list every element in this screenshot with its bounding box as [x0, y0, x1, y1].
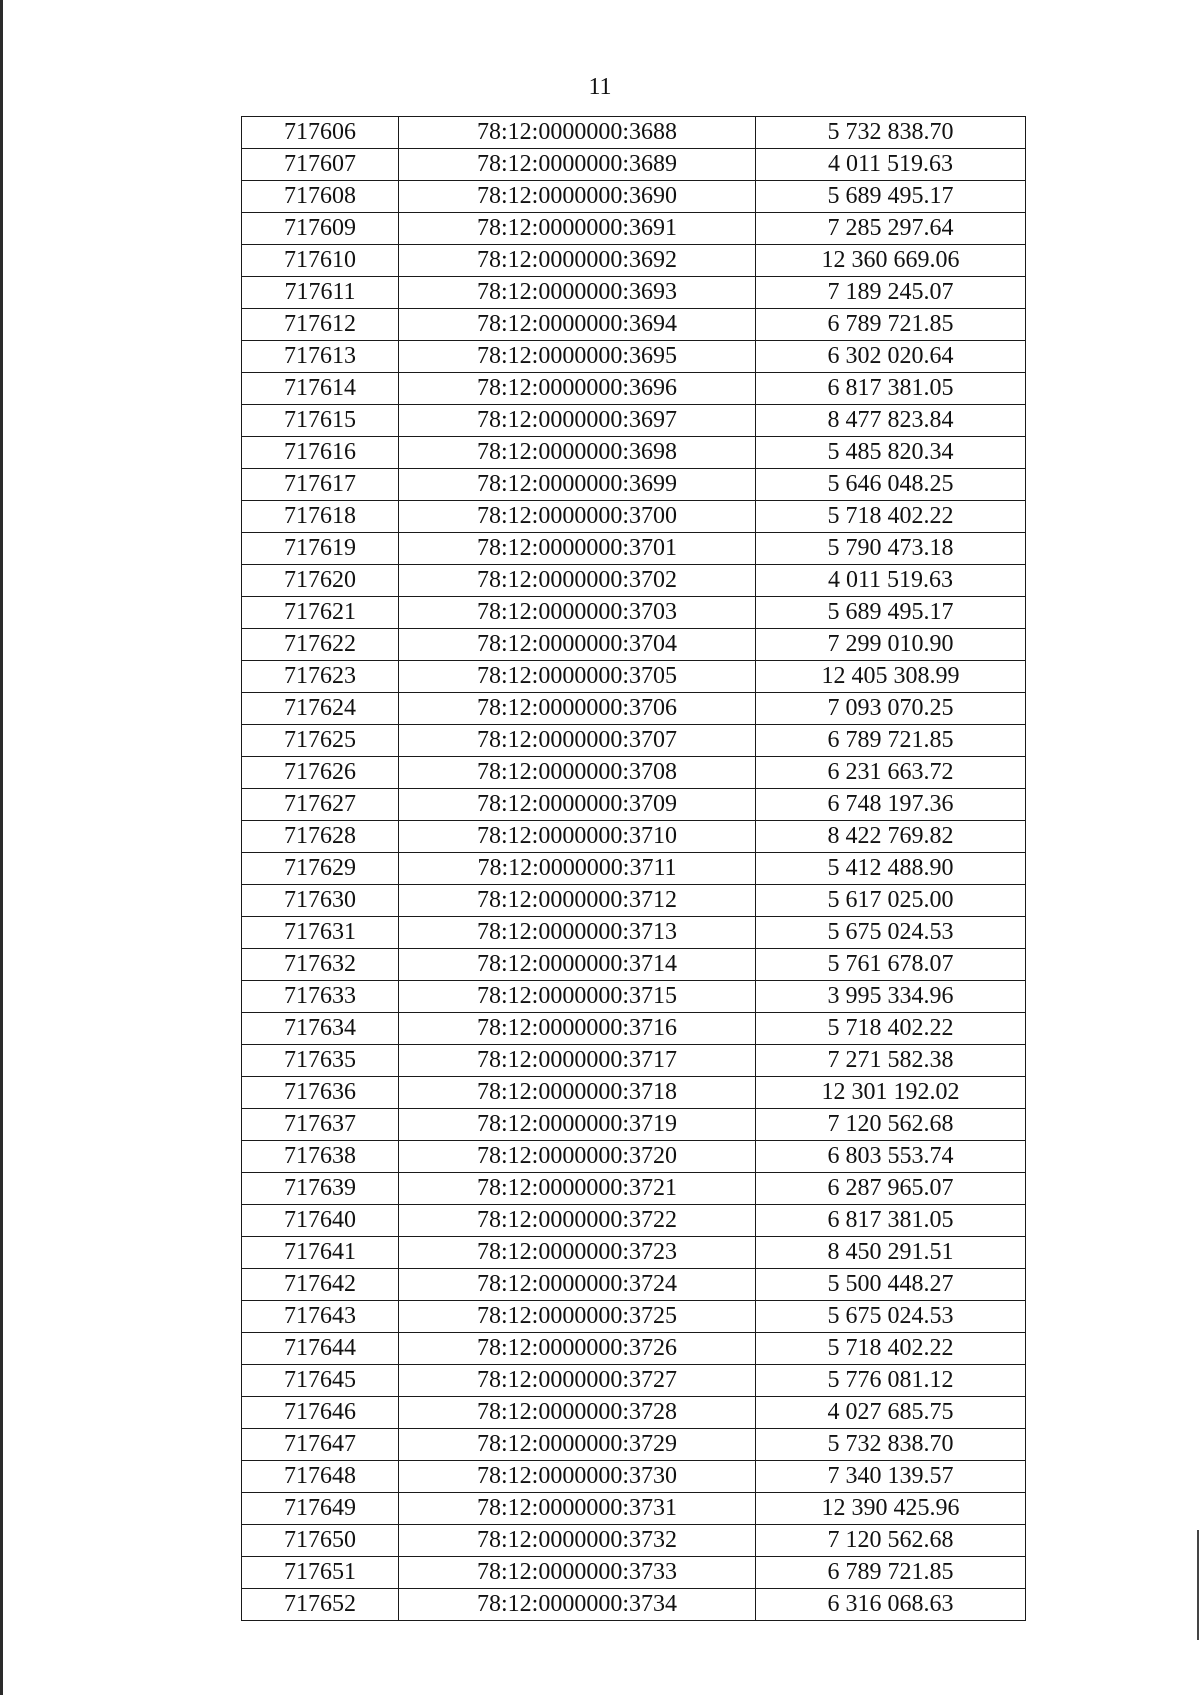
cadastral-number-cell: 78:12:0000000:3723 [399, 1237, 756, 1269]
table-row [242, 1141, 1026, 1173]
cadastral-number-cell: 78:12:0000000:3688 [399, 117, 756, 149]
cadastral-value-cell: 5 761 678.07 [756, 949, 1026, 981]
row-number-cell: 717617 [242, 469, 399, 501]
table-body [242, 117, 1026, 1621]
cadastral-number-cell: 78:12:0000000:3729 [399, 1429, 756, 1461]
row-number-cell: 717606 [242, 117, 399, 149]
cadastral-value-cell: 8 477 823.84 [756, 405, 1026, 437]
row-number-cell: 717612 [242, 309, 399, 341]
row-number-cell: 717628 [242, 821, 399, 853]
cadastral-number-cell: 78:12:0000000:3696 [399, 373, 756, 405]
row-number-cell: 717638 [242, 1141, 399, 1173]
table-row [242, 245, 1026, 277]
cadastral-value-cell: 5 485 820.34 [756, 437, 1026, 469]
scan-edge-right [1197, 1530, 1199, 1640]
table-row [242, 1173, 1026, 1205]
row-number-cell: 717614 [242, 373, 399, 405]
table-row [242, 1205, 1026, 1237]
cadastral-value-cell: 6 817 381.05 [756, 1205, 1026, 1237]
row-number-cell: 717627 [242, 789, 399, 821]
table-row [242, 981, 1026, 1013]
row-number-cell: 717620 [242, 565, 399, 597]
cadastral-value-cell: 5 790 473.18 [756, 533, 1026, 565]
cadastral-number-cell: 78:12:0000000:3695 [399, 341, 756, 373]
table-row [242, 1589, 1026, 1621]
cadastral-value-cell: 7 093 070.25 [756, 693, 1026, 725]
cadastral-number-cell: 78:12:0000000:3732 [399, 1525, 756, 1557]
row-number-cell: 717650 [242, 1525, 399, 1557]
row-number-cell: 717649 [242, 1493, 399, 1525]
row-number-cell: 717646 [242, 1397, 399, 1429]
table-row [242, 853, 1026, 885]
row-number-cell: 717644 [242, 1333, 399, 1365]
row-number-cell: 717624 [242, 693, 399, 725]
cadastral-value-cell: 5 732 838.70 [756, 117, 1026, 149]
cadastral-value-cell: 4 011 519.63 [756, 149, 1026, 181]
cadastral-number-cell: 78:12:0000000:3731 [399, 1493, 756, 1525]
cadastral-value-cell: 7 285 297.64 [756, 213, 1026, 245]
cadastral-number-cell: 78:12:0000000:3708 [399, 757, 756, 789]
cadastral-number-cell: 78:12:0000000:3707 [399, 725, 756, 757]
table-row [242, 117, 1026, 149]
cadastral-value-cell: 8 422 769.82 [756, 821, 1026, 853]
table-row [242, 405, 1026, 437]
row-number-cell: 717613 [242, 341, 399, 373]
cadastral-number-cell: 78:12:0000000:3722 [399, 1205, 756, 1237]
cadastral-value-cell: 6 789 721.85 [756, 1557, 1026, 1589]
cadastral-value-cell: 6 789 721.85 [756, 309, 1026, 341]
cadastral-number-cell: 78:12:0000000:3690 [399, 181, 756, 213]
cadastral-value-cell: 12 390 425.96 [756, 1493, 1026, 1525]
cadastral-value-cell: 5 718 402.22 [756, 501, 1026, 533]
cadastral-value-cell: 5 718 402.22 [756, 1333, 1026, 1365]
table-row [242, 309, 1026, 341]
cadastral-number-cell: 78:12:0000000:3726 [399, 1333, 756, 1365]
row-number-cell: 717634 [242, 1013, 399, 1045]
row-number-cell: 717632 [242, 949, 399, 981]
row-number-cell: 717639 [242, 1173, 399, 1205]
row-number-cell: 717630 [242, 885, 399, 917]
cadastral-value-cell: 7 340 139.57 [756, 1461, 1026, 1493]
row-number-cell: 717641 [242, 1237, 399, 1269]
row-number-cell: 717621 [242, 597, 399, 629]
cadastral-value-cell: 8 450 291.51 [756, 1237, 1026, 1269]
cadastral-value-cell: 5 689 495.17 [756, 181, 1026, 213]
cadastral-value-cell: 6 316 068.63 [756, 1589, 1026, 1621]
table-row [242, 661, 1026, 693]
cadastral-number-cell: 78:12:0000000:3728 [399, 1397, 756, 1429]
cadastral-number-cell: 78:12:0000000:3734 [399, 1589, 756, 1621]
table-row [242, 1269, 1026, 1301]
cadastral-value-cell: 5 718 402.22 [756, 1013, 1026, 1045]
cadastral-value-cell: 6 789 721.85 [756, 725, 1026, 757]
row-number-cell: 717643 [242, 1301, 399, 1333]
table-row [242, 885, 1026, 917]
row-number-cell: 717629 [242, 853, 399, 885]
table-row [242, 533, 1026, 565]
row-number-cell: 717645 [242, 1365, 399, 1397]
cadastral-value-cell: 12 301 192.02 [756, 1077, 1026, 1109]
cadastral-value-cell: 12 405 308.99 [756, 661, 1026, 693]
row-number-cell: 717648 [242, 1461, 399, 1493]
cadastral-value-cell: 7 120 562.68 [756, 1109, 1026, 1141]
cadastral-value-cell: 6 231 663.72 [756, 757, 1026, 789]
table-row [242, 597, 1026, 629]
table-row [242, 1109, 1026, 1141]
cadastral-value-cell: 5 412 488.90 [756, 853, 1026, 885]
cadastral-value-cell: 5 776 081.12 [756, 1365, 1026, 1397]
cadastral-value-cell: 5 675 024.53 [756, 917, 1026, 949]
cadastral-number-cell: 78:12:0000000:3717 [399, 1045, 756, 1077]
cadastral-value-cell: 5 646 048.25 [756, 469, 1026, 501]
cadastral-number-cell: 78:12:0000000:3701 [399, 533, 756, 565]
cadastral-number-cell: 78:12:0000000:3709 [399, 789, 756, 821]
cadastral-value-cell: 5 732 838.70 [756, 1429, 1026, 1461]
cadastral-value-cell: 7 271 582.38 [756, 1045, 1026, 1077]
table-row [242, 821, 1026, 853]
cadastral-value-cell: 12 360 669.06 [756, 245, 1026, 277]
cadastral-number-cell: 78:12:0000000:3724 [399, 1269, 756, 1301]
table-row [242, 149, 1026, 181]
row-number-cell: 717608 [242, 181, 399, 213]
table-row [242, 949, 1026, 981]
cadastral-number-cell: 78:12:0000000:3697 [399, 405, 756, 437]
cadastral-value-cell: 4 011 519.63 [756, 565, 1026, 597]
row-number-cell: 717647 [242, 1429, 399, 1461]
row-number-cell: 717651 [242, 1557, 399, 1589]
row-number-cell: 717616 [242, 437, 399, 469]
cadastral-number-cell: 78:12:0000000:3721 [399, 1173, 756, 1205]
table-row [242, 469, 1026, 501]
cadastral-number-cell: 78:12:0000000:3704 [399, 629, 756, 661]
cadastral-value-table [241, 116, 1026, 1621]
row-number-cell: 717631 [242, 917, 399, 949]
table-row [242, 1045, 1026, 1077]
cadastral-value-cell: 6 287 965.07 [756, 1173, 1026, 1205]
cadastral-number-cell: 78:12:0000000:3703 [399, 597, 756, 629]
table-row [242, 1461, 1026, 1493]
table-row [242, 213, 1026, 245]
cadastral-number-cell: 78:12:0000000:3719 [399, 1109, 756, 1141]
cadastral-number-cell: 78:12:0000000:3716 [399, 1013, 756, 1045]
table-row [242, 1365, 1026, 1397]
cadastral-number-cell: 78:12:0000000:3692 [399, 245, 756, 277]
row-number-cell: 717625 [242, 725, 399, 757]
scan-edge-left [0, 0, 3, 1695]
cadastral-value-cell: 7 189 245.07 [756, 277, 1026, 309]
cadastral-value-cell: 5 500 448.27 [756, 1269, 1026, 1301]
cadastral-number-cell: 78:12:0000000:3718 [399, 1077, 756, 1109]
cadastral-value-cell: 7 299 010.90 [756, 629, 1026, 661]
table-row [242, 1301, 1026, 1333]
row-number-cell: 717618 [242, 501, 399, 533]
table-row [242, 1429, 1026, 1461]
cadastral-number-cell: 78:12:0000000:3715 [399, 981, 756, 1013]
row-number-cell: 717609 [242, 213, 399, 245]
cadastral-number-cell: 78:12:0000000:3700 [399, 501, 756, 533]
table-row [242, 277, 1026, 309]
table-row [242, 725, 1026, 757]
table-row [242, 1333, 1026, 1365]
table-row [242, 1077, 1026, 1109]
row-number-cell: 717636 [242, 1077, 399, 1109]
table-row [242, 373, 1026, 405]
cadastral-value-cell: 3 995 334.96 [756, 981, 1026, 1013]
cadastral-number-cell: 78:12:0000000:3702 [399, 565, 756, 597]
cadastral-number-cell: 78:12:0000000:3720 [399, 1141, 756, 1173]
table-row [242, 181, 1026, 213]
cadastral-number-cell: 78:12:0000000:3691 [399, 213, 756, 245]
table-row [242, 341, 1026, 373]
cadastral-number-cell: 78:12:0000000:3706 [399, 693, 756, 725]
cadastral-value-cell: 4 027 685.75 [756, 1397, 1026, 1429]
row-number-cell: 717640 [242, 1205, 399, 1237]
table-row [242, 1493, 1026, 1525]
row-number-cell: 717633 [242, 981, 399, 1013]
cadastral-value-cell: 6 803 553.74 [756, 1141, 1026, 1173]
table-row [242, 917, 1026, 949]
row-number-cell: 717619 [242, 533, 399, 565]
table-row [242, 1557, 1026, 1589]
table-row [242, 501, 1026, 533]
table-row [242, 757, 1026, 789]
row-number-cell: 717635 [242, 1045, 399, 1077]
row-number-cell: 717652 [242, 1589, 399, 1621]
row-number-cell: 717642 [242, 1269, 399, 1301]
table-row [242, 693, 1026, 725]
cadastral-number-cell: 78:12:0000000:3727 [399, 1365, 756, 1397]
row-number-cell: 717611 [242, 277, 399, 309]
cadastral-value-cell: 7 120 562.68 [756, 1525, 1026, 1557]
table-row [242, 565, 1026, 597]
row-number-cell: 717626 [242, 757, 399, 789]
cadastral-value-cell: 6 817 381.05 [756, 373, 1026, 405]
table-row [242, 789, 1026, 821]
row-number-cell: 717615 [242, 405, 399, 437]
table-row [242, 1237, 1026, 1269]
cadastral-number-cell: 78:12:0000000:3689 [399, 149, 756, 181]
row-number-cell: 717610 [242, 245, 399, 277]
cadastral-number-cell: 78:12:0000000:3694 [399, 309, 756, 341]
cadastral-value-cell: 6 302 020.64 [756, 341, 1026, 373]
cadastral-number-cell: 78:12:0000000:3713 [399, 917, 756, 949]
cadastral-number-cell: 78:12:0000000:3712 [399, 885, 756, 917]
table-row [242, 437, 1026, 469]
table-row [242, 1525, 1026, 1557]
table-row [242, 1397, 1026, 1429]
cadastral-number-cell: 78:12:0000000:3730 [399, 1461, 756, 1493]
cadastral-number-cell: 78:12:0000000:3705 [399, 661, 756, 693]
cadastral-number-cell: 78:12:0000000:3714 [399, 949, 756, 981]
cadastral-value-cell: 5 689 495.17 [756, 597, 1026, 629]
cadastral-number-cell: 78:12:0000000:3699 [399, 469, 756, 501]
row-number-cell: 717622 [242, 629, 399, 661]
table-row [242, 1013, 1026, 1045]
table-row [242, 629, 1026, 661]
row-number-cell: 717623 [242, 661, 399, 693]
row-number-cell: 717607 [242, 149, 399, 181]
row-number-cell: 717637 [242, 1109, 399, 1141]
cadastral-number-cell: 78:12:0000000:3693 [399, 277, 756, 309]
cadastral-number-cell: 78:12:0000000:3725 [399, 1301, 756, 1333]
cadastral-number-cell: 78:12:0000000:3698 [399, 437, 756, 469]
cadastral-value-cell: 6 748 197.36 [756, 789, 1026, 821]
cadastral-value-cell: 5 617 025.00 [756, 885, 1026, 917]
cadastral-number-cell: 78:12:0000000:3711 [399, 853, 756, 885]
cadastral-value-cell: 5 675 024.53 [756, 1301, 1026, 1333]
cadastral-number-cell: 78:12:0000000:3710 [399, 821, 756, 853]
cadastral-number-cell: 78:12:0000000:3733 [399, 1557, 756, 1589]
page-number: 11 [588, 74, 612, 100]
